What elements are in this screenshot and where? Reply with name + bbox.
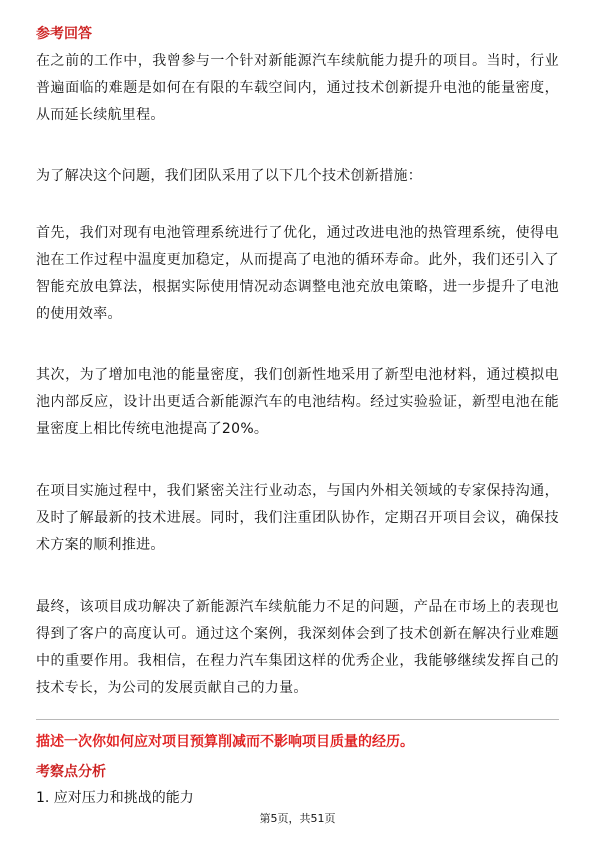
answer-heading: 参考回答 (36, 26, 92, 42)
page-number-footer: 第5页，共51页 (259, 812, 336, 825)
analysis-heading: 考察点分析 (36, 764, 106, 780)
paragraph-intro: 在之前的工作中，我曾参与一个针对新能源汽车续航能力提升的项目。当时，行业普遍面临的难题是如何在有限的车载空间内，通过技术创新提升电池的能量密度，从而延长续航里程。 (36, 53, 559, 123)
paragraph-second-measure: 其次，为了增加电池的能量密度，我们创新性地采用了新型电池材料，通过模拟电池内部反应，设计出更适合新能源汽车的电池结构。经过实验验证，新型电池在能量密度上相比传统电池提高了20%。 (36, 367, 559, 437)
section-divider (36, 719, 559, 720)
next-question-title: 描述一次你如何应对项目预算削减而不影响项目质量的经历。 (36, 734, 414, 750)
paragraph-implementation: 在项目实施过程中，我们紧密关注行业动态，与国内外相关领域的专家保持沟通，及时了解最新的技术进展。同时，我们注重团队协作，定期召开项目会议，确保技术方案的顺利推进。 (36, 483, 559, 553)
paragraph-conclusion: 最终，该项目成功解决了新能源汽车续航能力不足的问题，产品在市场上的表现也得到了客户的高度认可。通过这个案例，我深刻体会到了技术创新在解决行业难题中的重要作用。我相信，在程力汽车集团这样的优秀企业，我能够继续发挥自己的技术专长，为公司的发展贡献自己的力量。 (36, 599, 559, 696)
paragraph-measures-lead: 为了解决这个问题，我们团队采用了以下几个技术创新措施： (36, 168, 423, 184)
analysis-list-item: 1. 应对压力和挑战的能力 (36, 790, 194, 806)
paragraph-first-measure: 首先，我们对现有电池管理系统进行了优化，通过改进电池的热管理系统，使得电池在工作过程中温度更加稳定，从而提高了电池的循环寿命。此外，我们还引入了智能充放电算法，根据实际使用情况动态调整电池充放电策略，进一步提升了电池的使用效率。 (36, 225, 559, 322)
